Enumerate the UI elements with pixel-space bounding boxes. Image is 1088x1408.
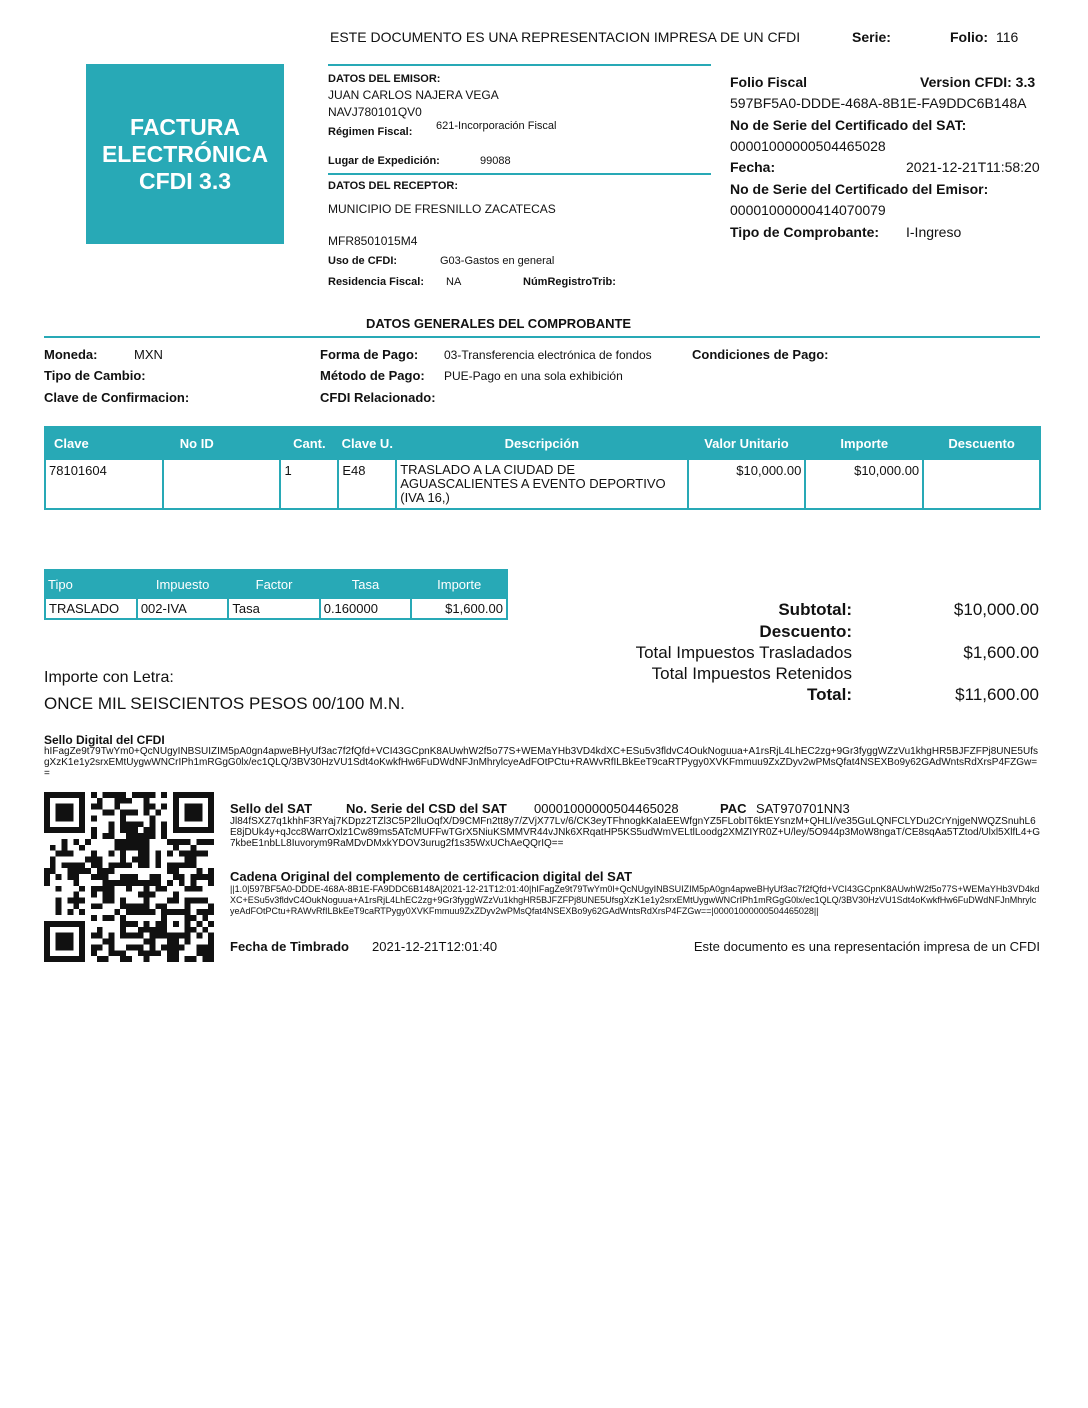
uso-cfdi-value: G03-Gastos en general (440, 255, 555, 267)
col-impuesto: Impuesto (137, 570, 229, 598)
folio-label: Folio: (950, 29, 989, 45)
conceptos-header-row (45, 427, 1040, 459)
condiciones-pago-label: Condiciones de Pago: (692, 347, 829, 362)
cell-clave: 78101604 (45, 459, 163, 509)
moneda-value: MXN (134, 347, 163, 362)
sello-sat-value: Jl84fSXZ7q1khhF3RYaj7KDpz2TZl3C5P2lluOqfX/D9CMFn2tt8y7/ZVjX77Lv/6/CK3eyTFhnogkKaIaEEWfgnYZ5FLobIT6ktEYsnzM+QHLI/ve35GuLQNFCLYDu2CrYnjgeNWQZSnuhL6E8jDUk4y+qJcc8WarrOxlz1Cw89ms5ATcMUFFwTGrX5NiuKSMMVR44vJNk6XRqatHP5KS5udWmVELtlLoodg2XMZIYR0Z+U/ley/5O944p3MoW8ngaT/CE8sqAa5TZtod/Ulxl5XlfL4+G7kbeE1nbLL8Iuvorym9RaMDvDMxkYDOV3urug2f1s35WxUChAeQQrIQ== (230, 816, 1041, 849)
descuento-label: Descuento: (759, 622, 852, 641)
cell-tipo: TRASLADO (45, 598, 137, 619)
emisor-rfc: NAVJ780101QV0 (328, 105, 422, 119)
trasladados-label: Total Impuestos Trasladados (635, 643, 852, 662)
serie-label: Serie: (852, 29, 891, 45)
cert-sat-value: 00001000000504465028 (730, 138, 886, 154)
representacion-note: Este documento es una representación impresa de un CFDI (693, 939, 1040, 954)
emisor-top-rule (328, 64, 711, 66)
col-importe-impuesto: Importe (411, 570, 507, 598)
logo-line-1: FACTURA (130, 113, 240, 140)
sello-sat-label: Sello del SAT (230, 801, 313, 816)
tipo-comprobante-label: Tipo de Comprobante: (730, 224, 880, 240)
fecha-value: 2021-12-21T11:58:20 (906, 159, 1040, 175)
folio-fiscal-uuid: 597BF5A0-DDDE-468A-8B1E-FA9DDC6B148A (730, 95, 1027, 111)
tipo-cambio-label: Tipo de Cambio: (44, 368, 146, 383)
qr-code-graphic (44, 792, 214, 962)
conceptos-table (44, 426, 1041, 510)
col-importe: Importe (805, 427, 923, 459)
importe-letra-value: ONCE MIL SEISCIENTOS PESOS 00/100 M.N. (44, 694, 405, 713)
cfdi-relacionado-label: CFDI Relacionado: (320, 390, 436, 405)
numregistro-label: NúmRegistroTrib: (523, 276, 616, 288)
receptor-name: MUNICIPIO DE FRESNILLO ZACATECAS (328, 202, 556, 216)
cadena-original-label: Cadena Original del complemento de certificacion digital del SAT (230, 869, 633, 884)
impuestos-header-row (45, 570, 507, 598)
total-value: $11,600.00 (955, 685, 1039, 704)
folio-fiscal-label: Folio Fiscal (730, 74, 808, 90)
forma-pago-label: Forma de Pago: (320, 347, 419, 362)
cell-importe-impuesto: $1,600.00 (411, 598, 507, 619)
logo-line-3: CFDI 3.3 (138, 167, 232, 194)
receptor-rfc: MFR8501015M4 (328, 234, 418, 248)
cert-emisor-label: No de Serie del Certificado del Emisor: (730, 181, 989, 197)
cell-tasa: 0.160000 (320, 598, 412, 619)
cell-descripcion: TRASLADO A LA CIUDAD DE AGUASCALIENTES A EVENTO DEPORTIVO (IVA 16,) (396, 459, 687, 509)
cell-importe: $10,000.00 (805, 459, 923, 509)
col-descuento: Descuento (923, 427, 1040, 459)
lugar-label: Lugar de Expedición: (328, 155, 440, 167)
fecha-label: Fecha: (730, 159, 776, 175)
generales-title: DATOS GENERALES DEL COMPROBANTE (366, 316, 632, 331)
cell-factor: Tasa (228, 598, 319, 619)
table-row (45, 598, 507, 619)
receptor-top-rule (328, 173, 711, 175)
cadena-original-value: ||1.0|597BF5A0-DDDE-468A-8B1E-FA9DDC6B148A|2021-12-21T12:01:40|hIFagZe9t79TwYm0l+QcNUgyINBSUIZIM5pA0gn4apweBHyUf3ac7f2fQfd+VCI43GCpnK8AUwhW2f5o77S+WEMaYHb3VD4kdXC+ESu5v3fldvC4OukNoguua+A1rsRjL4LhEC2zg+9Gr3fyggWZzVu1khgHR5BJFZFPj8UNE5UfsgXzK1e1y2srxEMtUygwWNCrIPh1mRGgG0lx/ec1QLQ/3BV30HzVU1Sdt4oKwkfHw6FuDWdNFJnMhrylcyeAdFOtPCtu+RAWvRfILBkEeT9caRTPygy0XVKFmmuu9ZxZDyv2wPMsQfat4NSEXBo9y62GAdWntsRdXrsP4FZGw==|00001000000504465028|| (230, 884, 1040, 916)
fecha-timbrado-label: Fecha de Timbrado (230, 939, 349, 954)
col-tipo: Tipo (45, 570, 137, 598)
col-clave: Clave (45, 427, 163, 459)
col-no-id: No ID (163, 427, 281, 459)
version-cfdi-label: Version CFDI: 3.3 (920, 74, 1036, 90)
col-clave-u: Clave U. (338, 427, 396, 459)
csd-sat-label: No. Serie del CSD del SAT (346, 801, 507, 816)
retenidos-label: Total Impuestos Retenidos (651, 664, 852, 683)
generales-rule (44, 336, 1040, 338)
moneda-label: Moneda: (44, 347, 98, 362)
impuestos-table (44, 569, 508, 620)
cell-clave-u: E48 (338, 459, 396, 509)
regimen-label: Régimen Fiscal: (328, 126, 413, 138)
cell-no-id (163, 459, 281, 509)
regimen-value: 621-Incorporación Fiscal (436, 120, 557, 132)
emisor-name: JUAN CARLOS NAJERA VEGA (328, 88, 499, 102)
lugar-value: 99088 (480, 155, 511, 167)
clave-confirmacion-label: Clave de Confirmacion: (44, 390, 190, 405)
total-label: Total: (806, 685, 852, 704)
cell-descuento (923, 459, 1040, 509)
uso-cfdi-label: Uso de CFDI: (328, 255, 398, 267)
logo-line-2: ELECTRÓNICA (101, 140, 269, 167)
cell-valor-unitario: $10,000.00 (688, 459, 806, 509)
subtotal-label: Subtotal: (778, 600, 852, 619)
pac-value: SAT970701NN3 (756, 801, 850, 816)
folio-value: 116 (996, 29, 1019, 45)
col-descripcion: Descripción (396, 427, 687, 459)
residencia-label: Residencia Fiscal: (328, 276, 424, 288)
sello-cfdi-label: Sello Digital del CFDI (44, 733, 165, 747)
metodo-pago-label: Método de Pago: (320, 368, 425, 383)
col-tasa: Tasa (320, 570, 412, 598)
fecha-timbrado-value: 2021-12-21T12:01:40 (372, 939, 498, 954)
pac-label: PAC (720, 801, 747, 816)
trasladados-value: $1,600.00 (963, 643, 1039, 662)
qr-code (44, 792, 214, 962)
col-factor: Factor (228, 570, 319, 598)
cert-emisor-value: 00001000000414070079 (730, 202, 886, 218)
sello-cfdi-value: hIFagZe9t79TwYm0+QcNUgyINBSUIZIM5pA0gn4apweBHyUf3ac7f2fQfd+VCI43GCpnK8AUwhW2f5o77S+WEMaYHb3VD4kdXC+ESu5v3fldvC4OukNoguua+A1rsRjL4LhEC2zg+9Gr3fyggWZzVu1khgHR5BJFZFPj8UNE5UfsgXzK1e1y2srxEMtUygwWNCrIPh1mRGgG0lx/ec1QLQ/3BV30HzVU1Sdt4oKwkfHw6FuDWdNFJnMhrylcyeAdFOtPCtu+RAWvRfILBkEeT9caRTPygy0XVKFmmuu9ZxZDyv2wPMsQfat4NSEXBo9y62GAdWntsRdXrsP4FZGw== (44, 746, 1038, 779)
emisor-title: DATOS DEL EMISOR: (328, 73, 441, 85)
cell-impuesto: 002-IVA (137, 598, 229, 619)
csd-sat-value: 00001000000504465028 (534, 801, 679, 816)
col-cant: Cant. (280, 427, 338, 459)
table-row (45, 459, 1040, 509)
cert-sat-label: No de Serie del Certificado del SAT: (730, 117, 967, 133)
receptor-title: DATOS DEL RECEPTOR: (328, 180, 458, 192)
metodo-pago-value: PUE-Pago en una sola exhibición (444, 369, 623, 383)
residencia-value: NA (446, 276, 462, 288)
forma-pago-value: 03-Transferencia electrónica de fondos (444, 348, 652, 362)
cfdi-banner: ESTE DOCUMENTO ES UNA REPRESENTACION IMPRESA DE UN CFDI (330, 29, 801, 45)
importe-letra-label: Importe con Letra: (44, 669, 174, 686)
col-valor-unitario: Valor Unitario (688, 427, 806, 459)
factura-logo (86, 64, 284, 244)
tipo-comprobante-value: I-Ingreso (906, 224, 962, 240)
subtotal-value: $10,000.00 (953, 600, 1039, 619)
cell-cant: 1 (280, 459, 338, 509)
